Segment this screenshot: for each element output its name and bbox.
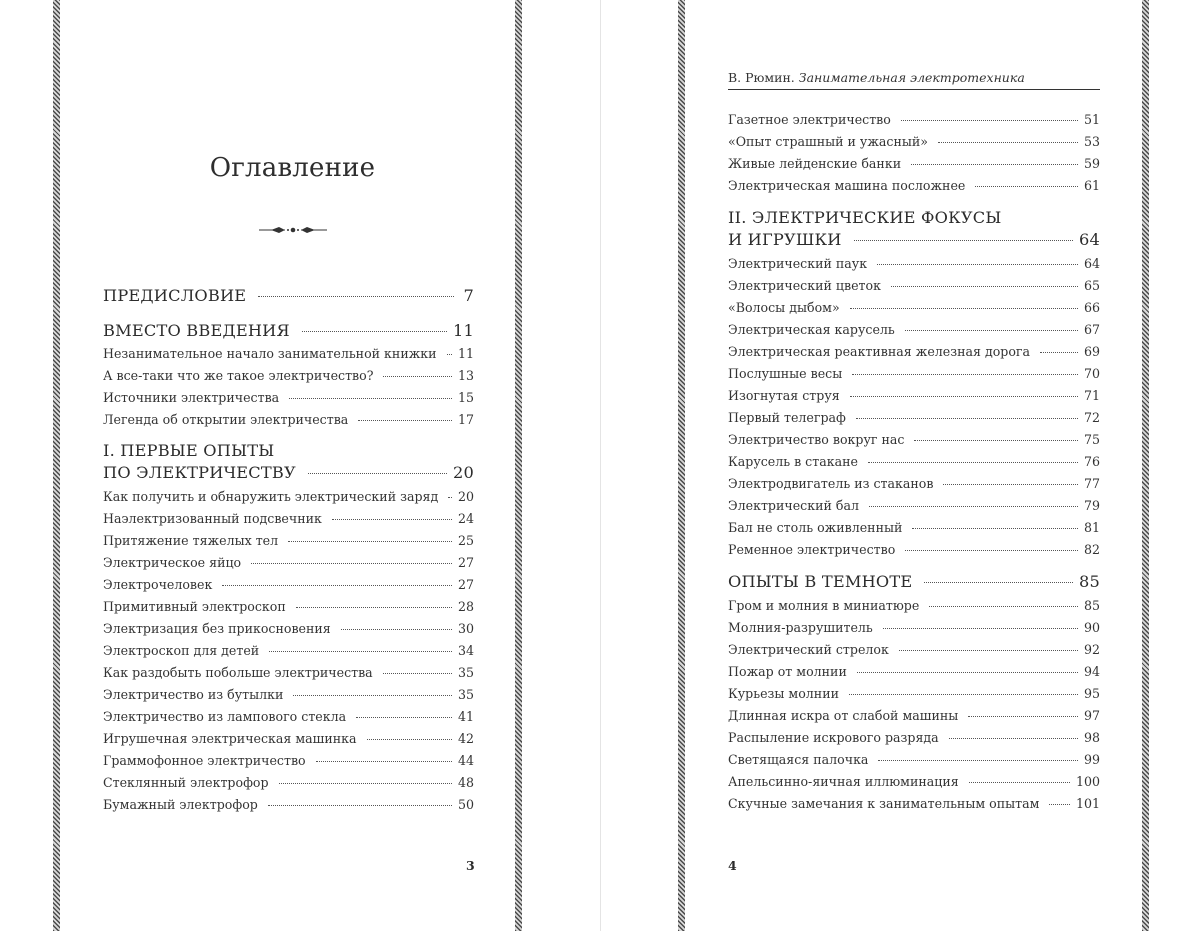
toc-entry [103,731,474,746]
dot-leader [877,264,1078,265]
toc-entry [728,752,1100,767]
right-page-edge-rope [1142,0,1149,931]
toc-entry-page-number: 72 [1083,410,1100,425]
toc-entry-title: Незанимательное начало занимательной книжки [103,346,437,361]
right-page [695,0,1140,931]
toc-entry-page-number: 24 [457,511,474,526]
toc-entry [103,511,474,526]
dot-leader [868,462,1078,463]
toc-entry-page-number: 98 [1083,730,1100,745]
toc-entry-page-number: 20 [453,463,474,482]
toc-entry-page-number: 95 [1083,686,1100,701]
toc-entry-title: Легенда об открытии электричества [103,412,349,427]
toc-entry-title: Электрическая карусель [728,322,895,337]
toc-entry [103,621,474,636]
dot-leader [222,585,452,586]
dot-leader [852,374,1078,375]
toc-entry-page-number: 81 [1083,520,1100,535]
toc-entry [728,432,1100,447]
toc-entry-title: Граммофонное электричество [103,753,306,768]
toc-entry [728,664,1100,679]
toc-entry [728,642,1100,657]
toc-entry [103,775,474,790]
dot-leader [914,440,1078,441]
toc-entry-page-number: 41 [457,709,474,724]
toc-entry [728,178,1100,193]
toc-entry-title: И ИГРУШКИ [728,230,842,249]
toc-entry [728,620,1100,635]
toc-entry [728,344,1100,359]
dot-leader [288,541,452,542]
toc-entry-title: Электрический паук [728,256,868,271]
left-page-inner-rope [515,0,522,931]
toc-entry-page-number: 90 [1083,620,1100,635]
dot-leader [269,651,452,652]
toc-entry-title: Апельсинно-яичная иллюминация [728,774,959,789]
toc-section-heading-line1: II. ЭЛЕКТРИЧЕСКИЕ ФОКУСЫ [728,208,1002,227]
toc-entry-title: Первый телеграф [728,410,846,425]
toc-entry [728,388,1100,403]
toc-entry-title: Электрический стрелок [728,642,889,657]
toc-entry-page-number: 30 [457,621,474,636]
toc-entry-title: Источники электричества [103,390,280,405]
toc-entry-title: «Опыт страшный и ужасный» [728,134,928,149]
toc-entry [728,730,1100,745]
dot-leader [849,694,1078,695]
toc-entry-title: Распыление искрового разряда [728,730,939,745]
toc-entry-page-number: 66 [1083,300,1100,315]
toc-entry [103,533,474,548]
toc-entry-title: Примитивный электроскоп [103,599,286,614]
dot-leader [1049,804,1070,805]
toc-entry-title: Электродвигатель из стаканов [728,476,934,491]
toc-entry-title: Живые лейденские банки [728,156,902,171]
toc-entry [103,577,474,592]
toc-entry-page-number: 17 [457,412,474,427]
toc-entry [103,489,474,504]
toc-entry-page-number: 50 [457,797,474,812]
toc-entry [728,134,1100,149]
toc-entry-title: Карусель в стакане [728,454,858,469]
toc-section-heading-line1: I. ПЕРВЫЕ ОПЫТЫ [103,441,275,460]
toc-entry-page-number: 53 [1083,134,1100,149]
toc-section-heading [103,286,474,305]
dot-leader [912,528,1078,529]
toc-entry [103,709,474,724]
toc-entry-title: Электрочеловек [103,577,213,592]
dot-leader [878,760,1078,761]
toc-entry-title: Изогнутая струя [728,388,840,403]
dot-leader [857,672,1078,673]
toc-entry [728,542,1100,557]
toc-entry-title: Электрический цветок [728,278,881,293]
toc-entry-page-number: 11 [453,321,474,340]
dot-leader [854,240,1073,241]
dot-leader [383,673,452,674]
toc-entry [103,555,474,570]
toc-entry-page-number: 48 [457,775,474,790]
toc-entry-title: Игрушечная электрическая машинка [103,731,357,746]
dot-leader [332,519,452,520]
toc-entry [728,278,1100,293]
toc-entry [728,112,1100,127]
toc-entry-page-number: 34 [457,643,474,658]
toc-entry [728,366,1100,381]
toc-entry-page-number: 35 [457,665,474,680]
toc-entry [103,665,474,680]
toc-entry [728,686,1100,701]
dot-leader [268,805,452,806]
toc-entry-page-number: 15 [457,390,474,405]
toc-entry [728,598,1100,613]
toc-entry-page-number: 13 [457,368,474,383]
dot-leader [302,331,447,332]
toc-entry-title: Гром и молния в миниатюре [728,598,920,613]
toc-entry-page-number: 94 [1083,664,1100,679]
dot-leader [251,563,452,564]
toc-entry [728,454,1100,469]
toc-entry-title: Послушные весы [728,366,843,381]
toc-entry-title: Электрический бал [728,498,859,513]
toc-entry-title: Как получить и обнаружить электрический заряд [103,489,439,504]
dot-leader [289,398,452,399]
toc-entry-title: Электрическое яйцо [103,555,242,570]
dot-leader [1040,352,1078,353]
toc-entry-title: Стеклянный электрофор [103,775,269,790]
toc-entry [728,774,1100,789]
running-head-author: В. Рюмин. [728,70,795,85]
toc-entry-page-number: 27 [457,577,474,592]
dot-leader [911,164,1078,165]
dot-leader [293,695,452,696]
toc-entry [103,687,474,702]
toc-entry [728,498,1100,513]
page-number: 4 [728,858,737,873]
dot-leader [383,376,452,377]
toc-entry-title: ОПЫТЫ В ТЕМНОТЕ [728,572,913,591]
toc-entry-title: ВМЕСТО ВВЕДЕНИЯ [103,321,290,340]
dot-leader [308,473,447,474]
toc-entry-page-number: 35 [457,687,474,702]
toc-entry-title: «Волосы дыбом» [728,300,840,315]
toc-entry-page-number: 100 [1075,774,1100,789]
toc-entry-title: Электричество вокруг нас [728,432,905,447]
toc-entry-page-number: 71 [1083,388,1100,403]
toc-entry-title: Пожар от молнии [728,664,847,679]
dot-leader [356,717,452,718]
toc-entry-page-number: 42 [457,731,474,746]
dot-leader [367,739,452,740]
toc-entry [103,599,474,614]
toc-section-heading [728,230,1100,249]
toc-entry-title: Скучные замечания к занимательным опытам [728,796,1040,811]
toc-entry [728,520,1100,535]
toc-entry [728,410,1100,425]
dot-leader [258,296,454,297]
toc-entry-title: Курьезы молнии [728,686,839,701]
toc-entry-title: Наэлектризованный подсвечник [103,511,322,526]
toc-entry-title: Длинная искра от слабой машины [728,708,959,723]
toc-section-heading [103,463,474,482]
dot-leader [943,484,1078,485]
toc-entry-title: Электрическая машина посложнее [728,178,966,193]
toc-entry [728,322,1100,337]
toc-entry [728,156,1100,171]
toc-section-heading [103,321,474,340]
toc-entry-page-number: 7 [463,286,474,305]
toc-entry-title: Светящаяся палочка [728,752,869,767]
ornament-divider [70,224,515,238]
toc-entry-page-number: 27 [457,555,474,570]
spine-gutter [600,0,601,931]
dot-leader [929,606,1078,607]
dot-leader [905,550,1078,551]
toc-entry [728,708,1100,723]
toc-entry-page-number: 44 [457,753,474,768]
toc-entry-page-number: 59 [1083,156,1100,171]
dot-leader [448,497,452,498]
toc-entry-title: Бал не столь оживленный [728,520,903,535]
toc-entry-page-number: 85 [1079,572,1100,591]
toc-entry-page-number: 67 [1083,322,1100,337]
toc-entry-title: Электричество из лампового стекла [103,709,347,724]
dot-leader [969,782,1070,783]
page-number: 3 [466,858,475,873]
toc-entry [103,390,474,405]
ornament-flourish-icon [259,224,327,236]
toc-entry [103,346,474,361]
toc-entry-page-number: 77 [1083,476,1100,491]
left-page [70,0,515,931]
dot-leader [938,142,1078,143]
toc-entry [728,300,1100,315]
toc-entry [728,476,1100,491]
toc-entry-title: Как раздобыть побольше электричества [103,665,373,680]
toc-entry-page-number: 101 [1075,796,1100,811]
dot-leader [968,716,1078,717]
toc-entry [103,368,474,383]
dot-leader [924,582,1073,583]
toc-entry-title: Молния-разрушитель [728,620,873,635]
dot-leader [279,783,452,784]
toc-entry-title: Бумажный электрофор [103,797,258,812]
toc-entry-page-number: 99 [1083,752,1100,767]
toc-entry-title: Ременное электричество [728,542,896,557]
dot-leader [850,396,1078,397]
page-title: Оглавление [209,153,376,183]
toc-entry [103,412,474,427]
toc-entry-page-number: 64 [1079,230,1100,249]
dot-leader [358,420,452,421]
dot-leader [850,308,1078,309]
running-head [728,70,1100,90]
toc-entry-page-number: 92 [1083,642,1100,657]
running-head-book-title: Занимательная электротехника [798,70,1025,85]
toc-entry-title: Газетное электричество [728,112,891,127]
toc-entry-page-number: 65 [1083,278,1100,293]
dot-leader [891,286,1078,287]
dot-leader [949,738,1078,739]
dot-leader [869,506,1078,507]
toc-entry-title: Электризация без прикосновения [103,621,331,636]
right-page-inner-rope [678,0,685,931]
dot-leader [447,354,452,355]
toc-entry-page-number: 25 [457,533,474,548]
toc-entry-title: Электроскоп для детей [103,643,260,658]
toc-entry-page-number: 51 [1083,112,1100,127]
dot-leader [341,629,452,630]
toc-entry-page-number: 85 [1083,598,1100,613]
toc-entry-title: А все-таки что же такое электричество? [103,368,374,383]
toc-entry-page-number: 70 [1083,366,1100,381]
dot-leader [883,628,1078,629]
dot-leader [316,761,452,762]
dot-leader [296,607,452,608]
toc-entry-page-number: 76 [1083,454,1100,469]
toc-entry [103,643,474,658]
dot-leader [856,418,1078,419]
toc-section-heading [728,572,1100,591]
toc-entry [103,753,474,768]
toc-entry-title: ПО ЭЛЕКТРИЧЕСТВУ [103,463,296,482]
toc-entry-page-number: 28 [457,599,474,614]
dot-leader [899,650,1078,651]
dot-leader [975,186,1078,187]
toc-entry-page-number: 82 [1083,542,1100,557]
left-page-edge-rope [53,0,60,931]
toc-entry-title: Притяжение тяжелых тел [103,533,279,548]
dot-leader [905,330,1078,331]
toc-entry [728,796,1100,811]
toc-entry-page-number: 11 [457,346,474,361]
toc-entry-page-number: 61 [1083,178,1100,193]
toc-entry-title: Электричество из бутылки [103,687,284,702]
toc-entry [728,256,1100,271]
toc-entry-page-number: 69 [1083,344,1100,359]
toc-entry-page-number: 97 [1083,708,1100,723]
dot-leader [901,120,1078,121]
toc-entry-page-number: 79 [1083,498,1100,513]
toc-entry-title: Электрическая реактивная железная дорога [728,344,1031,359]
toc-entry-page-number: 20 [457,489,474,504]
toc-entry-page-number: 75 [1083,432,1100,447]
toc-entry-title: ПРЕДИСЛОВИЕ [103,286,247,305]
toc-entry [103,797,474,812]
toc-entry-page-number: 64 [1083,256,1100,271]
